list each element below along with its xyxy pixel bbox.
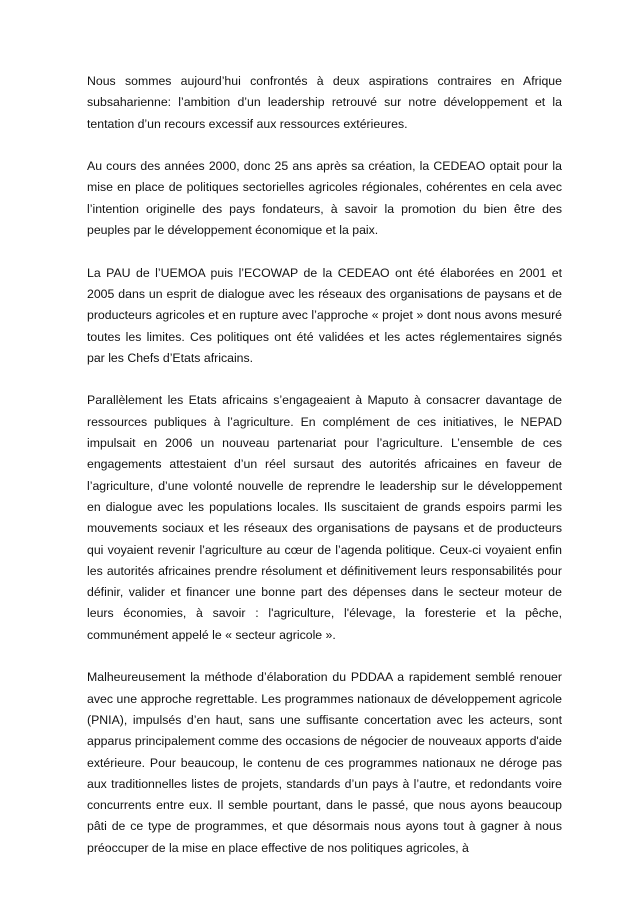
document-body	[87, 71, 562, 880]
paragraph-maputo-nepad: Parallèlement les Etats africains s’engageaient à Maputo à consacrer davantage de ressources publiques à l’agriculture. En complément de ces initiatives, le NEPAD impulsait en 2006 un nouveau partenariat pour l’agriculture. L’ensemble de ces engagements attestaient d’un réel sursaut des autorités africaines en faveur de l’agriculture, d’une volonté nouvelle de reprendre le leadership sur le développement en dialogue avec les populations locales. Ils suscitaient de grands espoirs parmi les mouvements sociaux et les réseaux des organisations de paysans et de producteurs qui voyaient revenir l’agriculture au cœur de l’agenda politique. Ceux-ci voyaient enfin les autorités africaines prendre résolument et définitivement leurs responsabilités pour définir, valider et financer une bonne part des dépenses dans le secteur moteur de leurs économies, à savoir : l'agriculture, l'élevage, la foresterie et la pêche, communément appelé le « secteur agricole ».	[87, 393, 562, 642]
paragraph-cedeao: Au cours des années 2000, donc 25 ans après sa création, la CEDEAO optait pour la mise en place de politiques sectorielles agricoles régionales, cohérentes en cela avec l’intention originelle des pays fondateurs, à savoir la promotion du bien être des peuples par le développement économique et la paix.	[87, 159, 562, 238]
paragraph-pddaa: Malheureusement la méthode d’élaboration du PDDAA a rapidement semblé renouer avec une approche regrettable. Les programmes nationaux de développement agricole (PNIA), impulsés d’en haut, sans une suffisante concertation avec les acteurs, sont apparus principalement comme des occasions de négocier de nouveaux apports d'aide extérieure. Pour beaucoup, le contenu de ces programmes nationaux ne déroge pas aux traditionnelles listes de projets, standards d’un pays à l’autre, et redondants voire concurrents entre eux. Il semble pourtant, dans le passé, que nous ayons beaucoup pâti de ce type de programmes, et que désormais nous ayons tout à gagner à nous préoccuper de la mise en place effective de nos politiques agricoles, à	[87, 670, 562, 855]
paragraph-aspirations: Nous sommes aujourd’hui confrontés à deux aspirations contraires en Afrique subsaharienne: l’ambition d’un leadership retrouvé sur notre développement et la tentation d’un recours excessif aux ressources extérieures.	[87, 74, 562, 131]
paragraph-pau-ecowap: La PAU de l’UEMOA puis l’ECOWAP de la CEDEAO ont été élaborées en 2001 et 2005 dans un esprit de dialogue avec les réseaux des organisations de paysans et de producteurs agricoles et en rupture avec l’approche « projet » dont nous avons mesuré toutes les limites. Ces politiques ont été validées et les actes réglementaires signés par les Chefs d’Etats africains.	[87, 265, 562, 365]
